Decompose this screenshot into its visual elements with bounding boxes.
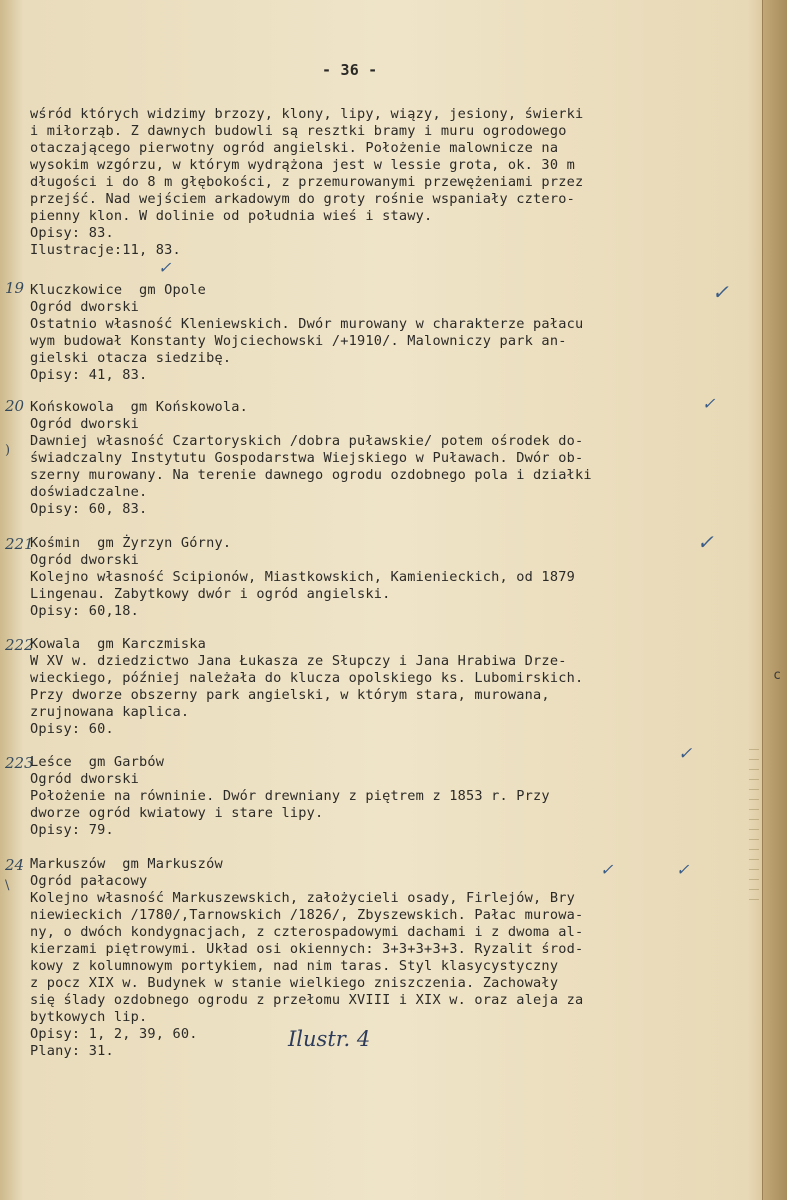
- check-mark-icon: ✓: [158, 258, 172, 277]
- check-mark-icon: ✓: [697, 530, 714, 554]
- page-number: - 36 -: [322, 61, 378, 79]
- binding-edge: [762, 0, 787, 1200]
- entry-number-20: 20: [5, 397, 25, 415]
- entry-kowala: Kowala gm Karczmiska W XV w. dziedzictwo Jana Łukasza ze Słupczy i Jana Hrabiwa Drze- wieckiego, później należała do klucza opolskiego ks. Lubomirskich. Przy dworze obszerny park angielski, w którym stara, murowana, zrujnowana kaplica. Opisy: 60.: [30, 636, 584, 737]
- ruler-ticks: [749, 740, 759, 900]
- entry-number-222: 222: [5, 636, 34, 654]
- entry-number-19: 19: [5, 279, 25, 297]
- check-mark-icon: ✓: [712, 280, 729, 304]
- entry-lesce: Leśce gm Garbów Ogród dworski Położenie na równinie. Dwór drewniany z piętrem z 1853 r. Przy dworze ogród kwiatowy i stare lipy. Opisy: 79.: [30, 754, 550, 838]
- entry-kluczkowice: Kluczkowice gm Opole Ogród dworski Ostatnio własność Kleniewskich. Dwór murowany w charakterze pałacu wym budował Konstanty Wojciechowski /+1910/. Malowniczy park an- gielski otacza siedzibę. Opisy: 41, 83.: [30, 282, 584, 383]
- entry-kosmin: Kośmin gm Żyrzyn Górny. Ogród dworski Kolejno własność Scipionów, Miastkowskich, Kamienieckich, od 1879 Lingenau. Zabytkowy dwór i ogród angielski. Opisy: 60,18.: [30, 535, 575, 619]
- continuation-text: wśród których widzimy brzozy, klony, lipy, wiązy, jesiony, świerki i miłorząb. Z dawnych budowli są resztki bramy i muru ogrodowego otaczającego pierwotny ogród angielski. Położenie malownicze na wysokim wzgórzu, w którym wydrążona jest w lessie grota, ok. 30 m długości i do 8 m głębokości, z przemurowanymi przewężeniami przez przejść. Nad wejściem arkadowym do groty rośnie wspaniały czterо- pienny klon. W dolinie od południa wieś i stawy. Opisy: 83. Ilustracje:11, 83.: [30, 106, 584, 258]
- check-mark-icon: ✓: [678, 744, 693, 764]
- check-mark-icon: ✓: [702, 394, 716, 413]
- margin-mark: \: [5, 878, 10, 893]
- edge-mark: c: [773, 668, 781, 683]
- entry-number-223: 223: [5, 754, 34, 772]
- entry-konskowola: Końskowola gm Końskowola. Ogród dworski Dawniej własność Czartoryskich /dobra puławskie/ potem ośrodek do- świadczalny Instytutu Gospodarstwa Wiejskiego w Puławach. Dwór ob- szerny murowany. Na terenie dawnego ogrodu ozdobnego pola i działki doświadczalne. Opisy: 60, 83.: [30, 399, 592, 517]
- entry-markuszow: Markuszów gm Markuszów Ogród pałacowy Kolejno własność Markuszewskich, założycieli osady, Firlejów, Bry niewieckich /1780/,Tarnowskich /1826/, Zbyszewskich. Pałac murowa- ny, o dwóch kondygnacjach, z czterospadowymi dachami i z dwoma al- kierzami piętrowymi. Układ osi okiennych: 3+3+3+3+3. Ryzalit środ- kowy z kolumnowym portykiem, nad nim taras. Styl klasycystyczny z pocz XIX w. Budynek w stanie wielkiego zniszczenia. Zachowały się ślady ozdobnego ogrodu z przełomu XVIII i XIX w. oraz aleja za bytkowych lip. Opisy: 1, 2, 39, 60. Plany: 31.: [30, 856, 584, 1059]
- check-mark-icon: ✓: [600, 860, 614, 879]
- entry-number-24: 24: [5, 856, 25, 874]
- entry-number-221: 221: [5, 535, 34, 553]
- check-mark-icon: ✓: [676, 860, 690, 879]
- margin-mark: ): [5, 443, 11, 458]
- handwritten-note: Ilustr. 4: [288, 1027, 371, 1051]
